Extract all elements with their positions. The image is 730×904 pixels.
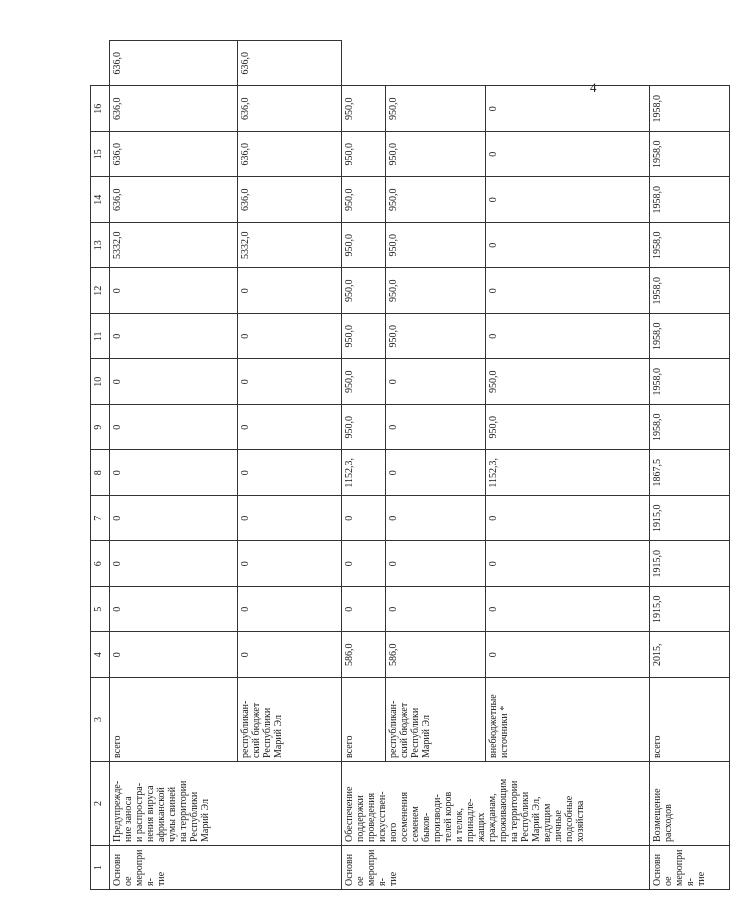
value-cell: 0 [238, 450, 342, 496]
value-cell: 950,0 [342, 314, 386, 360]
table-row [650, 41, 730, 890]
value-cell: 0 [110, 450, 238, 496]
column-number: 5 [91, 587, 110, 633]
activity-type-cell: Основное мероприя- тие [110, 846, 342, 890]
value-cell: 950,0 [342, 405, 386, 451]
value-cell: 950,0 [386, 314, 486, 360]
value-cell: 636,0 [238, 41, 342, 87]
value-cell: 0 [238, 587, 342, 633]
value-cell: 0 [386, 587, 486, 633]
rotated-table-container [90, 40, 707, 890]
value-cell: 0 [110, 314, 238, 360]
column-number: 3 [91, 678, 110, 762]
value-cell: 636,0 [110, 41, 238, 87]
value-cell: 0 [238, 632, 342, 678]
value-cell: 950,0 [342, 223, 386, 269]
value-cell: 0 [342, 541, 386, 587]
column-number: 8 [91, 450, 110, 496]
value-cell: 636,0 [110, 132, 238, 178]
value-cell: 0 [238, 314, 342, 360]
value-cell: 0 [342, 496, 386, 542]
column-number: 6 [91, 541, 110, 587]
value-cell: 1958,0 [650, 268, 730, 314]
value-cell: 1958,0 [650, 223, 730, 269]
value-cell: 0 [238, 496, 342, 542]
value-cell: 950,0 [342, 268, 386, 314]
value-cell: 0 [110, 587, 238, 633]
value-cell: 0 [238, 359, 342, 405]
funding-source-cell: внебюджетные источники * [486, 678, 650, 762]
funding-source-cell: всего [110, 678, 238, 762]
value-cell: 950,0 [342, 359, 386, 405]
value-cell: 1958,0 [650, 314, 730, 360]
page-number: 4 [590, 80, 597, 95]
value-cell: 0 [110, 268, 238, 314]
value-cell: 1958,0 [650, 86, 730, 132]
column-number: 9 [91, 405, 110, 451]
value-cell: 0 [386, 450, 486, 496]
value-cell: 950,0 [386, 177, 486, 223]
column-number: 7 [91, 496, 110, 542]
value-cell: 2015, [650, 632, 730, 678]
value-cell: 1958,0 [650, 405, 730, 451]
funding-source-cell: республикан- ский бюджет Республики Марий Эл [238, 678, 342, 762]
value-cell: 0 [486, 541, 650, 587]
funding-source-cell: всего [342, 678, 386, 762]
value-cell: 950,0 [342, 177, 386, 223]
value-cell: 586,0 [342, 632, 386, 678]
value-cell: 0 [110, 541, 238, 587]
column-number: 1 [91, 846, 110, 890]
table-row [342, 41, 386, 890]
value-cell: 1958,0 [650, 132, 730, 178]
value-cell: 0 [110, 496, 238, 542]
column-number: 14 [91, 177, 110, 223]
value-cell: 0 [486, 314, 650, 360]
value-cell: 1958,0 [650, 359, 730, 405]
value-cell: 0 [386, 496, 486, 542]
value-cell: 0 [110, 632, 238, 678]
value-cell: 5332,0 [238, 223, 342, 269]
value-cell: 1915,0 [650, 496, 730, 542]
activity-name-cell: Предупрежде- ние заноса и распростра- нения вируса африканской чумы свиней на территории Республики Марий Эл [110, 762, 342, 846]
header-row [91, 41, 110, 890]
column-number: 2 [91, 762, 110, 846]
value-cell: 586,0 [386, 632, 486, 678]
value-cell: 636,0 [110, 177, 238, 223]
activity-type-cell: Основное мероприя- тие [650, 846, 730, 890]
value-cell: 1915,0 [650, 541, 730, 587]
value-cell: 0 [486, 496, 650, 542]
funding-source-cell: республикан- ский бюджет Республики Марий Эл [386, 678, 486, 762]
column-number: 16 [91, 86, 110, 132]
value-cell: 0 [486, 86, 650, 132]
column-number: 4 [91, 632, 110, 678]
table-row [110, 41, 238, 890]
activity-name-cell: Возмещение расходов [650, 762, 730, 846]
value-cell: 950,0 [486, 405, 650, 451]
value-cell: 950,0 [386, 132, 486, 178]
value-cell: 0 [110, 405, 238, 451]
value-cell: 0 [486, 177, 650, 223]
value-cell: 950,0 [486, 359, 650, 405]
value-cell: 0 [386, 359, 486, 405]
value-cell: 636,0 [238, 86, 342, 132]
value-cell: 1152,3, [342, 450, 386, 496]
value-cell: 1958,0 [650, 177, 730, 223]
value-cell: 636,0 [238, 132, 342, 178]
activity-name-cell: Обеспечение поддержки проведения искусствен- ного осеменения семенем быков- производи- телей коров и телок, принадле- жащих гражданам, проживающим на территории Республики Марий Эл, ведущим личные подсобные хозяйства [342, 762, 650, 846]
value-cell: 0 [238, 405, 342, 451]
value-cell: 0 [486, 132, 650, 178]
value-cell: 950,0 [386, 223, 486, 269]
value-cell: 1152,3, [486, 450, 650, 496]
value-cell: 0 [386, 541, 486, 587]
column-number: 11 [91, 314, 110, 360]
column-number: 10 [91, 359, 110, 405]
value-cell: 0 [386, 405, 486, 451]
value-cell: 0 [238, 268, 342, 314]
column-number: 13 [91, 223, 110, 269]
funding-source-cell: всего [650, 678, 730, 762]
value-cell: 0 [486, 223, 650, 269]
value-cell: 950,0 [342, 132, 386, 178]
value-cell: 0 [342, 587, 386, 633]
value-cell: 950,0 [386, 268, 486, 314]
value-cell: 0 [486, 632, 650, 678]
value-cell: 636,0 [238, 177, 342, 223]
value-cell: 950,0 [342, 86, 386, 132]
value-cell: 5332,0 [110, 223, 238, 269]
value-cell: 1867,5 [650, 450, 730, 496]
activity-type-cell: Основное мероприя- тие [342, 846, 650, 890]
budget-table [90, 40, 730, 890]
value-cell: 950,0 [386, 86, 486, 132]
column-number: 12 [91, 268, 110, 314]
value-cell: 636,0 [110, 86, 238, 132]
value-cell: 1915,0 [650, 587, 730, 633]
value-cell: 0 [486, 587, 650, 633]
value-cell: 0 [486, 268, 650, 314]
value-cell: 0 [110, 359, 238, 405]
column-number: 15 [91, 132, 110, 178]
value-cell: 0 [238, 541, 342, 587]
